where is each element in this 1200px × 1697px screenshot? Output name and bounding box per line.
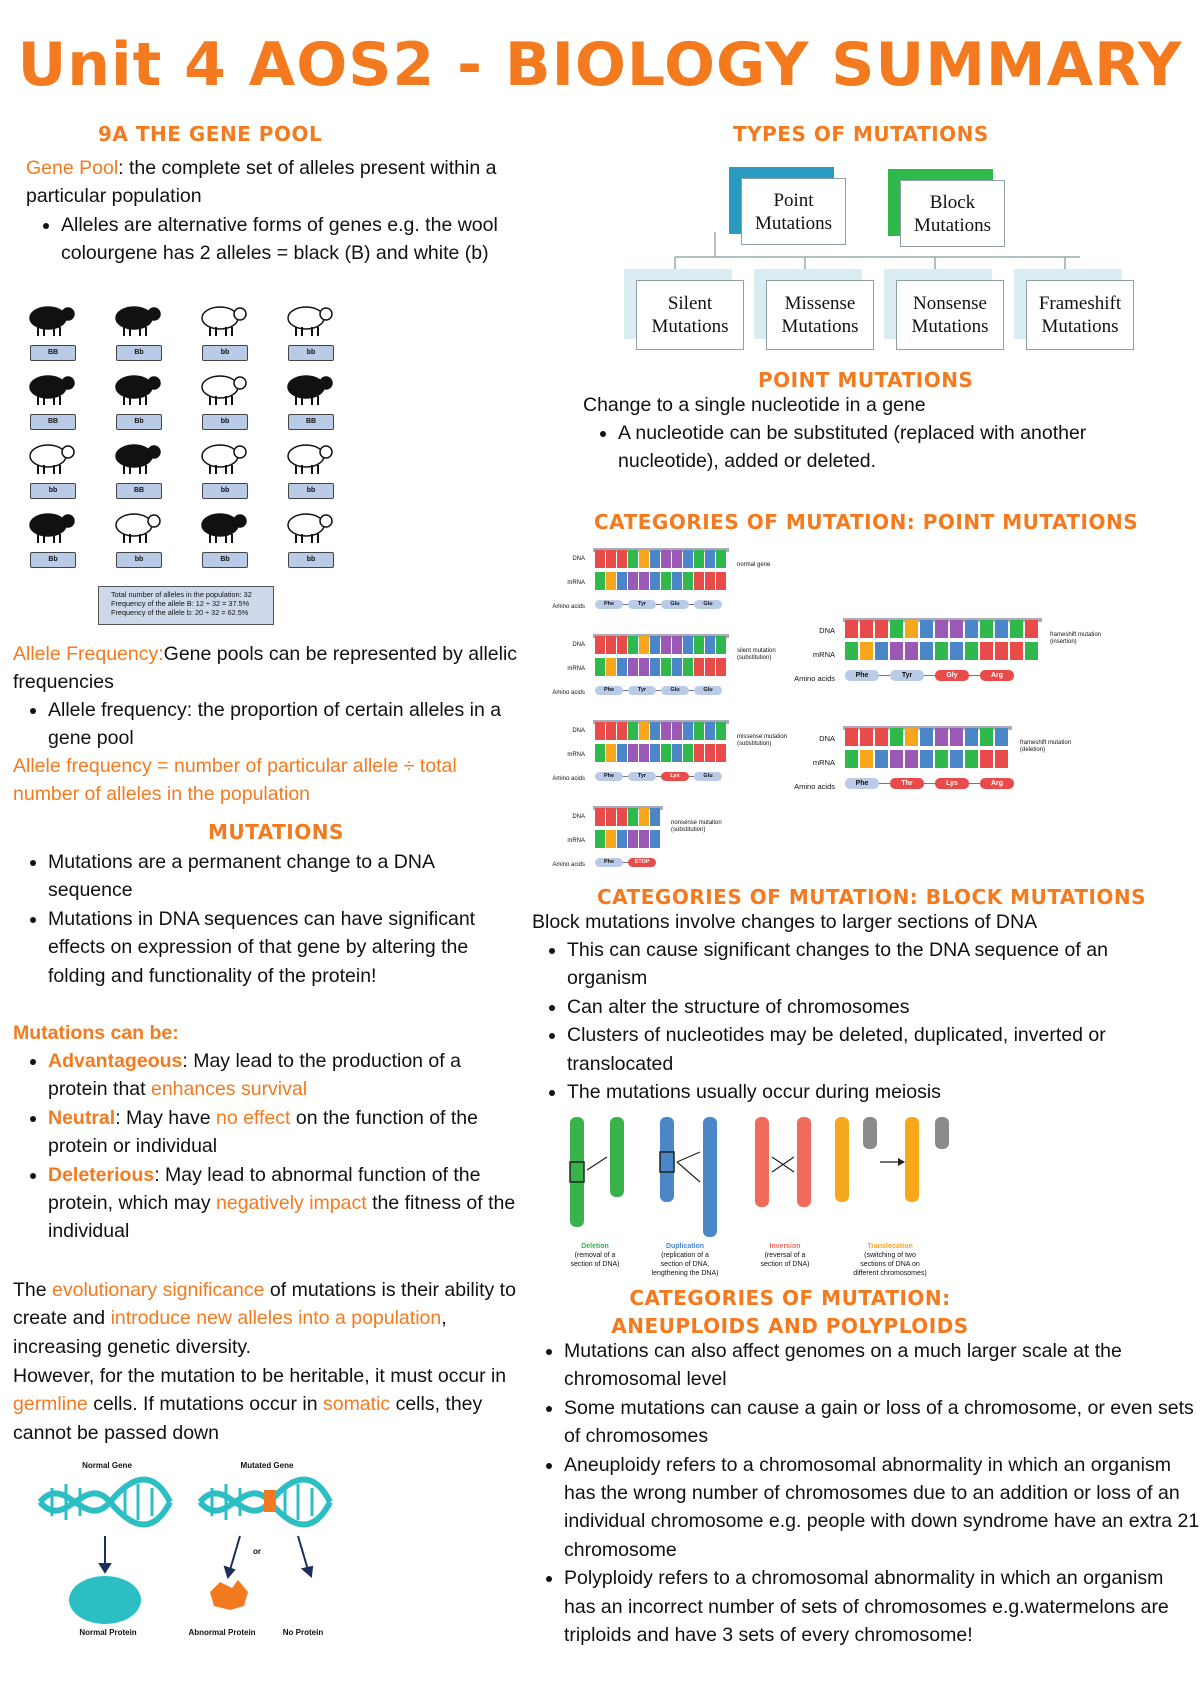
genotype-label: bb (202, 414, 248, 430)
block-mutation-chromosomes (565, 1112, 955, 1242)
sheep-icon (194, 300, 254, 338)
gene-pool-heading: 9A THE GENE POOL (98, 122, 323, 146)
sheep-item (280, 300, 340, 360)
abnormal-protein-shape (210, 1580, 248, 1610)
translocation-chromosomes (835, 1117, 949, 1202)
genotype-label: Bb (202, 552, 248, 568)
amino-acids-label: Amino acids (794, 674, 835, 683)
deletion-chromosomes (570, 1117, 624, 1227)
point-mutations-box: Point Mutations (741, 178, 846, 245)
amino-acid-label: Glu (694, 772, 722, 781)
list-item: • Aneuploidy refers to a chromosomal abnormality in which an organism has the wrong number of chromosomes due to an addition or loss of an individual chromosome e.g. people with down syndrome have an extra 21 chromosome (564, 1451, 1200, 1565)
mrna-label: mRNA (567, 838, 585, 844)
list-item: • Deleterious: May lead to abnormal function of the protein, which may negatively impact the fitness of the individual (48, 1161, 518, 1246)
allele-frequency-definition: Allele Frequency:Gene pools can be represented by allelic frequencies (13, 643, 518, 694)
gene-protein-diagram (30, 1472, 350, 1632)
sheep-icon (22, 438, 82, 476)
amino-acid-label: Lys (661, 772, 689, 781)
amino-acid-label: STOP (628, 858, 656, 867)
mrna-label: mRNA (567, 752, 585, 758)
amino-acid-label: Phe (595, 772, 623, 781)
dna-label: DNA (819, 626, 835, 635)
mrna-label: mRNA (567, 666, 585, 672)
list-item: • The mutations usually occur during meiosis (567, 1078, 1131, 1106)
cat-block-heading: CATEGORIES OF MUTATION: BLOCK MUTATIONS (597, 885, 1147, 909)
dna-label: DNA (819, 734, 835, 743)
point-mutation-diagrams (545, 550, 1185, 880)
amino-acid-label: Glu (661, 600, 689, 609)
normal-gene-label: Normal Gene (82, 1461, 132, 1470)
list-item: • A nucleotide can be substituted (replaced with another nucleotide), added or deleted. (618, 419, 1123, 476)
amino-acid-label: Tyr (628, 600, 656, 609)
amino-acid-label: Phe (845, 778, 879, 789)
mutation-label: normal gene (737, 562, 771, 568)
mrna-label: mRNA (567, 580, 585, 586)
duplication-label: Duplication (replication of a section of DNA, lengthening the DNA) (651, 1243, 719, 1277)
aneu-list (528, 1337, 1200, 1649)
inversion-chromosomes (755, 1117, 811, 1207)
amino-acids-label: Amino acids (552, 690, 585, 696)
sheep-icon (108, 300, 168, 338)
frameshift-mutations-box: Frameshift Mutations (1026, 280, 1134, 350)
list-item: • Mutations can also affect genomes on a much larger scale at the chromosomal level (564, 1337, 1200, 1394)
genotype-label: bb (288, 483, 334, 499)
amino-acid-label: Arg (980, 778, 1014, 789)
genotype-label: BB (30, 345, 76, 361)
missense-mutations-box: Missense Mutations (766, 280, 874, 350)
amino-acid-label: Glu (661, 686, 689, 695)
amino-acid-label: Tyr (890, 670, 924, 681)
sheep-item (108, 507, 168, 567)
or-label: or (253, 1547, 261, 1556)
gene-pool-definition: Gene Pool: the complete set of alleles present within a particular population (26, 157, 497, 208)
mrna-label: mRNA (812, 758, 835, 767)
block-mutations-box: Block Mutations (900, 180, 1005, 247)
genotype-label: Bb (116, 414, 162, 430)
sheep-item (280, 507, 340, 567)
normal-protein-shape (69, 1576, 141, 1624)
duplication-chromosomes (660, 1117, 717, 1237)
evolutionary-significance: The evolutionary significance of mutations is their ability to create and introduce new alleles into a population, increasing genetic diversity. (13, 1279, 516, 1358)
amino-acid-label: Glu (694, 600, 722, 609)
sheep-item (22, 507, 82, 567)
allele-frequency-formula: Allele frequency = number of particular allele ÷ total number of alleles in the population (13, 755, 457, 806)
mrna-label: mRNA (812, 650, 835, 659)
list-item: • Can alter the structure of chromosomes (567, 993, 1131, 1021)
amino-acids-label: Amino acids (552, 862, 585, 868)
dna-label: DNA (572, 556, 585, 562)
point-mutations-heading: POINT MUTATIONS (758, 368, 974, 392)
point-mutations-text: Change to a single nucleotide in a gene (583, 394, 926, 416)
sheep-item (22, 438, 82, 498)
list-item: • Some mutations can cause a gain or loss of a chromosome, or even sets of chromosomes (564, 1394, 1200, 1451)
genotype-label: bb (30, 483, 76, 499)
mutation-label: nonsense mutation (substitution) (671, 820, 722, 833)
list-item: • Mutations are a permanent change to a DNA sequence (48, 848, 518, 905)
sheep-icon (194, 507, 254, 545)
sheep-icon (108, 507, 168, 545)
dna-label: DNA (572, 642, 585, 648)
sheep-icon (280, 369, 340, 407)
sheep-icon (194, 369, 254, 407)
genotype-label: bb (116, 552, 162, 568)
amino-acid-label: Arg (980, 670, 1014, 681)
page-title: Unit 4 AOS2 - BIOLOGY SUMMARY (17, 30, 1183, 100)
mutation-label: missense mutation (substitution) (737, 734, 788, 747)
cat-aneu-heading: CATEGORIES OF MUTATION: ANEUPLOIDS AND POLYPLOIDS (611, 1286, 969, 1338)
amino-acid-label: Lys (935, 778, 969, 789)
amino-acid-label: Gly (935, 670, 969, 681)
genotype-label: Bb (30, 552, 76, 568)
dna-label: DNA (572, 728, 585, 734)
amino-acid-label: Phe (595, 858, 623, 867)
list-item: • Clusters of nucleotides may be deleted, duplicated, inverted or translocated (567, 1021, 1131, 1078)
sheep-item (108, 369, 168, 429)
sheep-item (194, 438, 254, 498)
genotype-label: bb (202, 345, 248, 361)
sheep-item (280, 369, 340, 429)
types-heading: TYPES OF MUTATIONS (733, 122, 989, 146)
sheep-icon (22, 369, 82, 407)
amino-acid-label: Phe (845, 670, 879, 681)
amino-acid-label: Glu (694, 686, 722, 695)
sheep-item (194, 300, 254, 360)
genotype-label: bb (288, 552, 334, 568)
amino-acid-label: Phe (595, 600, 623, 609)
point-mutations-list (583, 419, 1123, 476)
mutations-list (13, 848, 518, 990)
sheep-icon (280, 438, 340, 476)
list-item: • Polyploidy refers to a chromosomal abnormality in which an organism has an incorrect number of sets of chromosomes e.g.watermelons are triploids and have 3 sets of every chromosome! (564, 1564, 1200, 1649)
list-item: • Advantageous: May lead to the production of a protein that enhances survival (48, 1047, 518, 1104)
cat-point-heading: CATEGORIES OF MUTATION: POINT MUTATIONS (594, 510, 1139, 534)
translocation-label: Translocation (switching of two sections of DNA on different chromosomes) (853, 1243, 927, 1277)
inversion-label: Inversion (reversal of a section of DNA) (760, 1243, 810, 1268)
list-item: • Allele frequency: the proportion of certain alleles in a gene pool (48, 696, 525, 753)
sheep-icon (22, 300, 82, 338)
sheep-icon (194, 438, 254, 476)
amino-acid-label: Phe (595, 686, 623, 695)
amino-acid-label: Tyr (628, 686, 656, 695)
list-item: • This can cause significant changes to the DNA sequence of an organism (567, 936, 1131, 993)
sheep-grid (22, 300, 352, 580)
sheep-icon (108, 369, 168, 407)
sheep-item (194, 369, 254, 429)
amino-acids-label: Amino acids (552, 604, 585, 610)
genotype-label: BB (288, 414, 334, 430)
gene-pool-list (26, 211, 526, 268)
sheep-item (194, 507, 254, 567)
mutations-heading: MUTATIONS (208, 820, 344, 844)
sheep-item (22, 369, 82, 429)
no-protein-label: No Protein (282, 1628, 324, 1637)
amino-acid-label: Tyr (628, 772, 656, 781)
dna-label: DNA (572, 814, 585, 820)
mutations-can-be: Mutations can be: (13, 1022, 179, 1044)
abnormal-protein-label: Abnormal Protein (188, 1628, 256, 1637)
genotype-label: bb (202, 483, 248, 499)
mutation-label: silent mutation (substitution) (737, 648, 776, 661)
block-list (531, 936, 1131, 1106)
sheep-icon (22, 507, 82, 545)
allele-frequency-list (13, 696, 525, 753)
mutated-gene-label: Mutated Gene (240, 1461, 294, 1470)
list-item: • Neutral: May have no effect on the function of the protein or individual (48, 1104, 518, 1161)
genotype-label: BB (116, 483, 162, 499)
mutation-label: frameshift mutation (insertion) (1050, 632, 1102, 645)
list-item: • Mutations in DNA sequences can have significant effects on expression of that gene by altering the folding and functionality of the protein! (48, 905, 518, 990)
nonsense-mutations-box: Nonsense Mutations (896, 280, 1004, 350)
amino-acid-label: Thr (890, 778, 924, 789)
amino-acids-label: Amino acids (794, 782, 835, 791)
silent-mutations-box: Silent Mutations (636, 280, 744, 350)
sheep-item (22, 300, 82, 360)
sheep-item (108, 438, 168, 498)
normal-protein-label: Normal Protein (79, 1628, 137, 1637)
amino-acids-label: Amino acids (552, 776, 585, 782)
deletion-label: Deletion (removal of a section of DNA) (570, 1243, 620, 1268)
sheep-icon (280, 507, 340, 545)
block-text: Block mutations involve changes to larger sections of DNA (532, 911, 1038, 933)
sheep-icon (280, 300, 340, 338)
heritability-text: However, for the mutation to be heritable, it must occur in germline cells. If mutations occur in somatic cells, they cannot be passed down (13, 1365, 507, 1444)
genotype-label: Bb (116, 345, 162, 361)
allele-count-note: Total number of alleles in the population: 32 Frequency of the allele B: 12 ÷ 32 = 37.5% Frequency of the allele b: 20 ÷ 32 = 62.5% (98, 586, 274, 625)
sheep-item (280, 438, 340, 498)
genotype-label: BB (30, 414, 76, 430)
mutation-label: frameshift mutation (deletion) (1020, 740, 1072, 753)
list-item: • Alleles are alternative forms of genes e.g. the wool colourgene has 2 alleles = black (B) and white (b) (61, 211, 526, 268)
mutation-effects-list (13, 1047, 518, 1246)
sheep-icon (108, 438, 168, 476)
genotype-label: bb (288, 345, 334, 361)
sheep-item (108, 300, 168, 360)
